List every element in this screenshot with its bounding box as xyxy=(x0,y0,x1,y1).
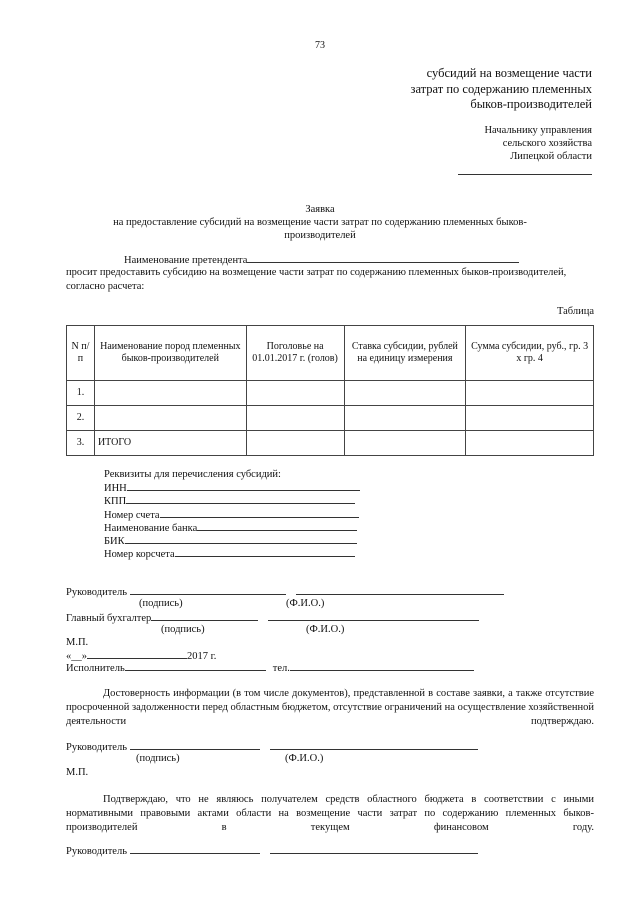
inn-row xyxy=(104,481,360,494)
table-cell[interactable] xyxy=(344,431,466,456)
addressee-line-2: сельского хозяйства xyxy=(502,138,592,149)
table-cell[interactable] xyxy=(246,431,344,456)
head-signature-hint: (подпись) xyxy=(139,598,183,609)
table-header-row xyxy=(67,326,594,381)
table-row xyxy=(67,381,594,406)
request-line-1: просит предоставить субсидию на возмещение части затрат по содержанию племенных быков-производителей, xyxy=(66,267,567,278)
table-cell[interactable] xyxy=(246,406,344,431)
title-line-2: на предоставление субсидий на возмещение части затрат по содержанию племенных быков- xyxy=(113,217,527,228)
head-label: Руководитель xyxy=(66,742,127,753)
head-signature-row-2 xyxy=(66,740,478,753)
title-line-3: производителей xyxy=(284,230,356,241)
head-label: Руководитель xyxy=(66,587,127,598)
account-row xyxy=(104,508,360,521)
table-header-cell: Ставка субсидии, рублей на единицу измерения xyxy=(344,326,466,381)
kpp-label: КПП xyxy=(104,496,127,508)
executor-field[interactable] xyxy=(125,661,266,671)
table-cell[interactable] xyxy=(344,406,466,431)
head-signature-field-2[interactable] xyxy=(130,740,260,750)
addressee-line-3: Липецкой области xyxy=(510,151,592,162)
phone-field[interactable] xyxy=(290,661,474,671)
executor-label: Исполнитель xyxy=(66,663,125,674)
title-line-1: Заявка xyxy=(305,204,335,215)
inn-field[interactable] xyxy=(127,481,360,491)
table-cell[interactable] xyxy=(466,381,594,406)
kpp-field[interactable] xyxy=(126,494,355,504)
page-number: 73 xyxy=(315,40,325,51)
table-header-cell: Наименование пород племенных быков-производителей xyxy=(94,326,246,381)
head-signature-hint-2: (подпись) xyxy=(136,753,180,764)
corr-field[interactable] xyxy=(175,547,355,557)
bik-label: БИК xyxy=(104,535,125,547)
applicant-field[interactable] xyxy=(247,253,519,263)
table-cell: 1. xyxy=(67,381,95,406)
header-line-3: быков-производителей xyxy=(470,97,592,111)
head-fio-field-3[interactable] xyxy=(270,844,478,854)
requisites-block xyxy=(104,468,360,560)
confirmation-paragraph-1: Достоверность информации (в том числе документов), представленной в составе заявки, а также отсутствие просроченной задолженности перед областным бюджетом, отсутствие ограничений на осуществление хозяйственной деятельности подтверждаю. xyxy=(66,688,594,727)
kpp-row xyxy=(104,494,360,507)
account-field[interactable] xyxy=(160,508,359,518)
stamp-mark: М.П. xyxy=(66,637,89,648)
table-cell: 3. xyxy=(67,431,95,456)
requisites-title: Реквизиты для перечисления субсидий: xyxy=(104,469,281,480)
table-header-cell: N п/п xyxy=(67,326,95,381)
subsidy-table xyxy=(66,325,594,456)
head-signature-field-3[interactable] xyxy=(130,844,260,854)
table-cell[interactable] xyxy=(466,431,594,456)
accountant-signature-row xyxy=(66,611,479,624)
accountant-fio-field[interactable] xyxy=(268,611,479,621)
confirmation-paragraph-2: Подтверждаю, что не являюсь получателем средств областного бюджета в соответствии с иными нормативными правовыми актами области на возмещение части затрат по содержанию племенных быков-производителей в текущем финансовом году. xyxy=(66,794,594,833)
head-fio-hint-2: (Ф.И.О.) xyxy=(285,753,324,764)
head-signature-field[interactable] xyxy=(130,585,286,595)
phone-label: тел. xyxy=(272,663,290,674)
table-cell[interactable] xyxy=(94,406,246,431)
inn-label: ИНН xyxy=(104,483,127,495)
accountant-signature-hint: (подпись) xyxy=(161,624,205,635)
table-row-total xyxy=(67,431,594,456)
table-cell: ИТОГО xyxy=(94,431,246,456)
table-row xyxy=(67,406,594,431)
account-label: Номер счета xyxy=(104,509,160,521)
date-suffix: 2017 г. xyxy=(187,651,217,662)
date-prefix: «__» xyxy=(66,651,87,662)
head-fio-field-2[interactable] xyxy=(270,740,478,750)
header-line-1: субсидий на возмещение части xyxy=(426,66,592,80)
head-fio-field[interactable] xyxy=(296,585,504,595)
bik-field[interactable] xyxy=(125,534,357,544)
accountant-label: Главный бухгалтер xyxy=(66,613,152,624)
corr-row xyxy=(104,547,360,560)
table-header-cell: Сумма субсидии, руб., гр. 3 x гр. 4 xyxy=(466,326,594,381)
corr-label: Номер корсчета xyxy=(104,549,175,561)
table-cell: 2. xyxy=(67,406,95,431)
head-label: Руководитель xyxy=(66,846,127,857)
bank-field[interactable] xyxy=(197,521,357,531)
request-line-2: согласно расчета: xyxy=(66,281,145,292)
table-header-cell: Поголовье на 01.01.2017 г. (голов) xyxy=(246,326,344,381)
stamp-mark-2: М.П. xyxy=(66,767,89,778)
table-cell[interactable] xyxy=(344,381,466,406)
header-line-2: затрат по содержанию племенных xyxy=(410,82,592,96)
head-signature-row-3 xyxy=(66,844,478,857)
accountant-signature-field[interactable] xyxy=(151,611,258,621)
bank-row xyxy=(104,521,360,534)
date-field[interactable] xyxy=(87,649,187,659)
bank-label: Наименование банка xyxy=(104,522,198,534)
table-caption: Таблица xyxy=(556,306,594,317)
table-cell[interactable] xyxy=(466,406,594,431)
head-signature-row xyxy=(66,585,504,598)
executor-row xyxy=(66,661,474,674)
addressee-line-1: Начальнику управления xyxy=(484,125,592,136)
head-fio-hint: (Ф.И.О.) xyxy=(286,598,325,609)
bik-row xyxy=(104,534,360,547)
applicant-row xyxy=(124,253,519,266)
accountant-fio-hint: (Ф.И.О.) xyxy=(306,624,345,635)
addressee-underline xyxy=(458,174,592,175)
table-cell[interactable] xyxy=(94,381,246,406)
table-cell[interactable] xyxy=(246,381,344,406)
applicant-label: Наименование претендента xyxy=(124,255,248,266)
